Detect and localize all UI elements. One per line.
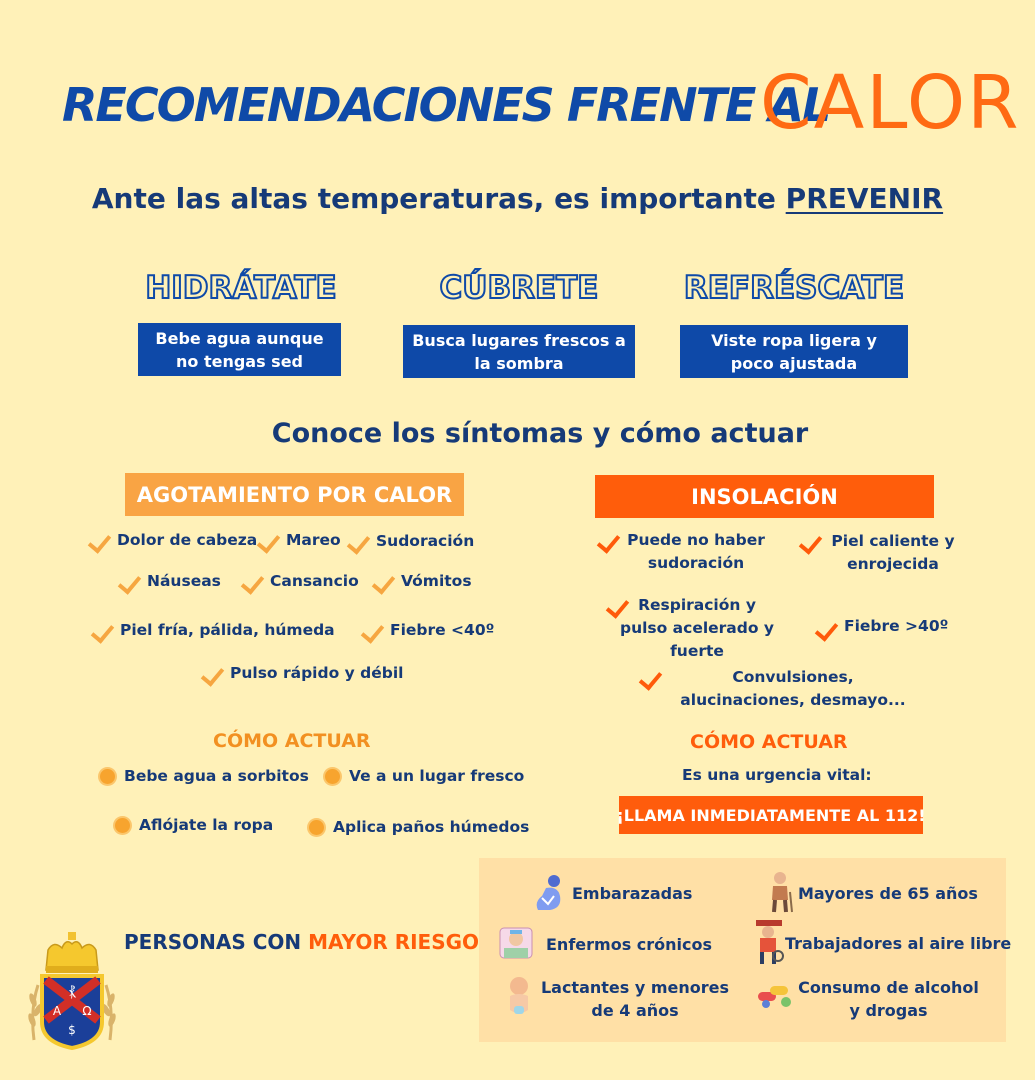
- exhaustion-symptom: Pulso rápido y débil: [202, 664, 403, 684]
- heatstroke-symptom: Fiebre >40º: [816, 617, 948, 639]
- emblem-logo: [24, 930, 120, 1052]
- subtitle-emphasis: PREVENIR: [785, 182, 944, 215]
- pregnant-woman-icon: [532, 874, 566, 912]
- exhaustion-symptom: Náuseas: [119, 572, 221, 592]
- check-icon: [800, 532, 826, 552]
- prevention-heading-cover: CÚBRETE: [439, 270, 599, 306]
- exhaustion-symptom: Cansancio: [242, 572, 359, 592]
- check-icon: [640, 668, 666, 688]
- heatstroke-symptom: Puede no haber sudoración: [598, 529, 766, 575]
- prevention-tip-refresh: Viste ropa ligera y poco ajustada: [680, 325, 908, 378]
- sick-person-icon: [498, 924, 534, 962]
- elderly-person-icon: [764, 870, 796, 914]
- check-icon: [607, 596, 633, 616]
- prevention-heading-hydrate: HIDRÁTATE: [145, 270, 337, 306]
- check-icon: [373, 572, 399, 592]
- heatstroke-symptom: Piel caliente y enrojecida: [800, 530, 958, 576]
- check-icon: [89, 531, 115, 551]
- subtitle-text: Ante las altas temperaturas, es importante: [91, 182, 786, 215]
- outdoor-worker-icon: [752, 920, 786, 966]
- risk-group-infants: Lactantes y menores de 4 años: [540, 978, 730, 1020]
- risk-group-chronic: Enfermos crónicos: [546, 935, 713, 954]
- risk-title-highlight: MAYOR RIESGO: [308, 930, 480, 954]
- svg-text:⳩: ⳩: [69, 985, 75, 1000]
- heatstroke-symptom: Convulsiones, alucinaciones, desmayo...: [640, 666, 918, 712]
- exhaustion-action: Bebe agua a sorbitos: [100, 767, 309, 785]
- page-title-highlight: CALOR: [760, 60, 1021, 146]
- exhaustion-action: Ve a un lugar fresco: [325, 767, 524, 785]
- sun-dot-icon: [100, 769, 115, 784]
- exhaustion-action: Aplica paños húmedos: [309, 818, 529, 836]
- exhaustion-symptom: Mareo: [258, 531, 341, 551]
- risk-title: PERSONAS CON MAYOR RIESGO: [124, 930, 480, 954]
- exhaustion-symptom: Fiebre <40º: [362, 621, 494, 641]
- exhaustion-symptom: Vómitos: [373, 572, 472, 592]
- prevention-heading-refresh: REFRÉSCATE: [683, 270, 905, 306]
- check-icon: [362, 621, 388, 641]
- subtitle: [0, 182, 1035, 215]
- risk-group-substance-use: Consumo de alcohol y drogas: [798, 978, 979, 1020]
- exhaustion-symptom: Dolor de cabeza: [89, 531, 257, 551]
- emergency-call-banner: ¡LLAMA INMEDIATAMENTE AL 112!: [619, 796, 923, 834]
- check-icon: [119, 572, 145, 592]
- check-icon: [258, 531, 284, 551]
- exhaustion-symptom: Sudoración: [348, 532, 474, 552]
- heatstroke-heading: INSOLACIÓN: [595, 475, 934, 518]
- risk-group-elderly: Mayores de 65 años: [798, 884, 978, 903]
- risk-group-outdoor-workers: Trabajadores al aire libre: [785, 934, 1012, 953]
- check-icon: [598, 531, 624, 551]
- urgency-text: Es una urgencia vital:: [682, 766, 872, 784]
- emblem-alpha: A: [52, 1004, 62, 1018]
- heatstroke-how-title: CÓMO ACTUAR: [690, 731, 848, 753]
- risk-group-pregnant: Embarazadas: [572, 884, 693, 903]
- check-icon: [92, 621, 118, 641]
- sun-dot-icon: [115, 818, 130, 833]
- check-icon: [242, 572, 268, 592]
- exhaustion-how-title: CÓMO ACTUAR: [213, 730, 371, 752]
- exhaustion-symptom: Piel fría, pálida, húmeda: [92, 621, 335, 641]
- pills-icon: [756, 982, 796, 1010]
- baby-icon: [504, 976, 534, 1018]
- sun-dot-icon: [325, 769, 340, 784]
- check-icon: [816, 619, 842, 639]
- check-icon: [202, 664, 228, 684]
- svg-text:$: $: [68, 1023, 76, 1037]
- emblem-omega: Ω: [82, 1004, 92, 1018]
- heatstroke-symptom: Respiración y pulso acelerado y fuerte: [607, 594, 777, 663]
- prevention-tip-hydrate: Bebe agua aunque no tengas sed: [138, 323, 341, 376]
- exhaustion-heading: AGOTAMIENTO POR CALOR: [125, 473, 464, 516]
- exhaustion-action: Aflójate la ropa: [115, 816, 273, 834]
- sun-dot-icon: [309, 820, 324, 835]
- check-icon: [348, 532, 374, 552]
- page-title: RECOMENDACIONES FRENTE AL: [62, 78, 830, 132]
- symptoms-title: Conoce los síntomas y cómo actuar: [271, 418, 809, 449]
- prevention-tip-cover: Busca lugares frescos a la sombra: [403, 325, 635, 378]
